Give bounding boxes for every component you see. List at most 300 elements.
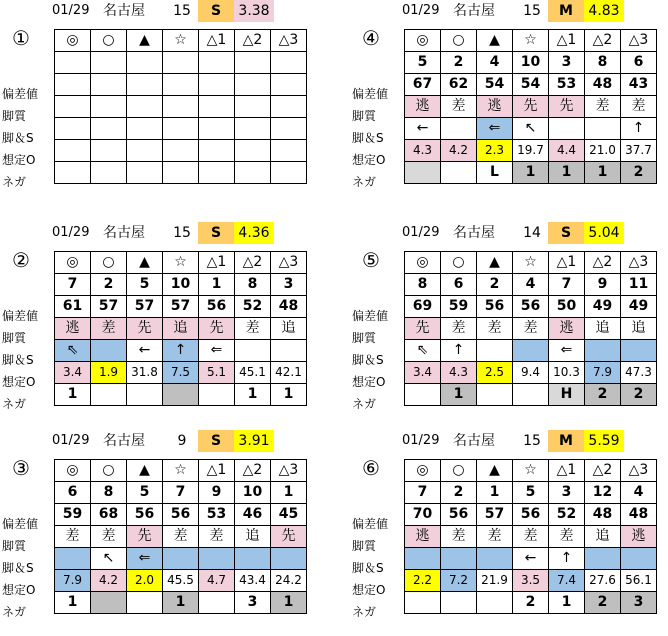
horse-number-cell: 6: [441, 274, 477, 296]
deviation-cell: 57: [163, 296, 199, 318]
row-label: ネガ: [2, 397, 27, 411]
horse-number-cell: 3: [549, 482, 585, 504]
horse-number-cell: 6: [621, 52, 657, 74]
odds-cell: 4.3: [441, 362, 477, 384]
deviation-cell: 50: [549, 296, 585, 318]
pace-arrow-cell: ↑: [621, 118, 657, 140]
symbol-cell: ○: [91, 30, 127, 52]
row-label: 偏差値: [352, 309, 389, 323]
panel-number: ⑤: [362, 248, 380, 272]
race-field-size: 15: [523, 3, 541, 19]
horse-number-cell: 3: [271, 274, 307, 296]
running-style-cell: 差: [441, 96, 477, 118]
odds-cell: 2.3: [477, 140, 513, 162]
horse-number-cell: [127, 52, 163, 74]
symbol-cell: ○: [441, 460, 477, 482]
negative-cell: 1: [271, 384, 307, 406]
deviation-cell: 48: [271, 296, 307, 318]
horse-number-cell: 7: [55, 274, 91, 296]
horse-number-cell: 6: [55, 482, 91, 504]
row-label: 脚＆S: [352, 353, 384, 367]
negative-cell: [477, 384, 513, 406]
symbol-cell: △3: [621, 30, 657, 52]
horse-number-cell: 1: [271, 482, 307, 504]
pace-arrow-cell: [199, 118, 235, 140]
horse-number-cell: 7: [405, 482, 441, 504]
deviation-cell: 54: [513, 74, 549, 96]
race-index: 4.36: [234, 222, 274, 244]
pace-arrow-cell: [621, 340, 657, 362]
running-style-cell: 逃: [405, 526, 441, 548]
negative-cell: [405, 384, 441, 406]
pace-arrow-cell: [441, 548, 477, 570]
running-style-cell: 差: [441, 526, 477, 548]
running-style-cell: 先: [405, 318, 441, 340]
negative-cell: [199, 384, 235, 406]
deviation-cell: 59: [441, 296, 477, 318]
negative-cell: [199, 592, 235, 614]
negative-cell: [91, 162, 127, 184]
negative-cell: 2: [621, 162, 657, 184]
symbol-cell: △2: [585, 460, 621, 482]
odds-cell: 4.2: [441, 140, 477, 162]
symbol-cell: △3: [621, 252, 657, 274]
running-style-cell: 追: [621, 318, 657, 340]
negative-cell: H: [549, 384, 585, 406]
running-style-cell: 追: [271, 318, 307, 340]
race-date: 01/29: [52, 433, 90, 448]
running-style-cell: [163, 96, 199, 118]
race-index: 5.59: [584, 430, 624, 452]
deviation-cell: 52: [235, 296, 271, 318]
pace-arrow-cell: ⇖: [405, 340, 441, 362]
horse-number-cell: 11: [621, 274, 657, 296]
horse-number-cell: 5: [405, 52, 441, 74]
race-date: 01/29: [52, 3, 90, 18]
race-index: 3.91: [234, 430, 274, 452]
symbol-cell: △1: [549, 30, 585, 52]
running-style-cell: 逃: [55, 318, 91, 340]
horse-number-cell: [199, 52, 235, 74]
deviation-cell: 43: [621, 74, 657, 96]
symbol-cell: ▲: [477, 460, 513, 482]
odds-cell: 3.5: [513, 570, 549, 592]
deviation-cell: [235, 74, 271, 96]
track-condition: S: [198, 222, 234, 244]
negative-cell: 3: [235, 592, 271, 614]
symbol-cell: ◎: [55, 460, 91, 482]
row-label: ネガ: [352, 397, 377, 411]
running-style-cell: [271, 96, 307, 118]
negative-cell: [405, 162, 441, 184]
race-field-size: 15: [173, 3, 191, 19]
deviation-cell: 70: [405, 504, 441, 526]
deviation-cell: 56: [513, 504, 549, 526]
race-index: 5.04: [584, 222, 624, 244]
row-label: 脚質: [352, 109, 377, 123]
horse-number-cell: 4: [513, 274, 549, 296]
pace-arrow-cell: [549, 118, 585, 140]
symbol-cell: ☆: [513, 460, 549, 482]
pace-arrow-cell: [163, 118, 199, 140]
symbol-cell: ○: [91, 252, 127, 274]
row-label: ネガ: [2, 175, 27, 189]
pace-arrow-cell: [271, 340, 307, 362]
negative-cell: 1: [163, 592, 199, 614]
horse-number-cell: [163, 52, 199, 74]
symbol-cell: △3: [271, 252, 307, 274]
race-date: 01/29: [52, 225, 90, 240]
deviation-cell: 52: [549, 504, 585, 526]
negative-cell: 2: [621, 384, 657, 406]
running-style-cell: 差: [163, 526, 199, 548]
odds-cell: 2.2: [405, 570, 441, 592]
symbol-cell: △1: [549, 252, 585, 274]
deviation-cell: 67: [405, 74, 441, 96]
running-style-cell: 先: [271, 526, 307, 548]
odds-cell: 42.1: [271, 362, 307, 384]
horse-number-cell: 2: [441, 482, 477, 504]
symbol-cell: ☆: [513, 30, 549, 52]
horse-number-cell: 8: [585, 52, 621, 74]
deviation-cell: 53: [549, 74, 585, 96]
odds-cell: 45.1: [235, 362, 271, 384]
race-venue: 名古屋: [103, 433, 145, 449]
negative-cell: 3: [621, 592, 657, 614]
running-style-cell: [127, 96, 163, 118]
odds-cell: 37.7: [621, 140, 657, 162]
negative-cell: [55, 162, 91, 184]
horse-number-cell: [55, 52, 91, 74]
odds-cell: 7.2: [441, 570, 477, 592]
odds-cell: 7.9: [585, 362, 621, 384]
horse-number-cell: 12: [585, 482, 621, 504]
running-style-cell: 差: [513, 318, 549, 340]
negative-cell: 1: [55, 592, 91, 614]
race-panel: [350, 430, 668, 620]
row-label: 想定O: [352, 375, 386, 389]
odds-cell: 3.4: [55, 362, 91, 384]
row-label: ネガ: [352, 175, 377, 189]
running-style-cell: 差: [513, 526, 549, 548]
pace-arrow-cell: [477, 340, 513, 362]
row-label: 偏差値: [352, 517, 389, 531]
symbol-cell: ▲: [477, 252, 513, 274]
pace-arrow-cell: [585, 340, 621, 362]
odds-cell: 21.0: [585, 140, 621, 162]
odds-cell: 27.6: [585, 570, 621, 592]
horse-number-cell: [271, 52, 307, 74]
row-label: 脚＆S: [352, 131, 384, 145]
horse-number-cell: 8: [91, 482, 127, 504]
negative-cell: 2: [585, 592, 621, 614]
deviation-cell: 45: [271, 504, 307, 526]
pace-arrow-cell: ↖: [513, 118, 549, 140]
running-style-cell: 逃: [549, 318, 585, 340]
odds-cell: [199, 140, 235, 162]
row-label: 想定O: [2, 153, 36, 167]
panel-number: ③: [12, 456, 30, 480]
negative-cell: 1: [549, 162, 585, 184]
negative-cell: [91, 384, 127, 406]
symbol-cell: ◎: [405, 460, 441, 482]
deviation-cell: 56: [441, 504, 477, 526]
pace-arrow-cell: [271, 548, 307, 570]
race-venue: 名古屋: [453, 225, 495, 241]
pace-arrow-cell: ↖: [91, 548, 127, 570]
panel-number: ④: [362, 26, 380, 50]
deviation-cell: 56: [199, 296, 235, 318]
symbol-cell: ☆: [513, 252, 549, 274]
negative-cell: 1: [585, 162, 621, 184]
panel-number: ②: [12, 248, 30, 272]
negative-cell: [127, 162, 163, 184]
running-style-cell: [235, 96, 271, 118]
running-style-cell: 差: [235, 318, 271, 340]
negative-cell: [235, 162, 271, 184]
odds-cell: 4.4: [549, 140, 585, 162]
negative-cell: [405, 592, 441, 614]
race-field-size: 15: [173, 225, 191, 241]
pace-arrow-cell: [621, 548, 657, 570]
horse-number-cell: 9: [199, 482, 235, 504]
pace-arrow-cell: [271, 118, 307, 140]
negative-cell: 1: [235, 384, 271, 406]
symbol-cell: △2: [235, 460, 271, 482]
running-style-cell: 差: [441, 318, 477, 340]
odds-cell: [235, 140, 271, 162]
horse-number-cell: 7: [549, 274, 585, 296]
prediction-grid: [54, 251, 307, 406]
symbol-cell: △2: [585, 30, 621, 52]
negative-cell: 1: [549, 592, 585, 614]
odds-cell: 4.7: [199, 570, 235, 592]
odds-cell: 3.4: [405, 362, 441, 384]
symbol-cell: ☆: [163, 460, 199, 482]
race-panel: [0, 0, 320, 190]
race-header: [350, 0, 668, 22]
race-header: [350, 222, 668, 244]
negative-cell: [441, 592, 477, 614]
row-label: 偏差値: [2, 517, 39, 531]
running-style-cell: 追: [163, 318, 199, 340]
deviation-cell: 56: [477, 296, 513, 318]
odds-cell: 2.5: [477, 362, 513, 384]
row-label: 脚＆S: [352, 561, 384, 575]
pace-arrow-cell: [405, 548, 441, 570]
prediction-grid: [404, 251, 657, 406]
race-field-size: 15: [523, 433, 541, 449]
deviation-cell: [163, 74, 199, 96]
pace-arrow-cell: [477, 548, 513, 570]
odds-cell: 19.7: [513, 140, 549, 162]
race-panel: [350, 0, 668, 190]
negative-cell: 1: [55, 384, 91, 406]
odds-cell: [55, 140, 91, 162]
row-label: ネガ: [2, 605, 27, 619]
symbol-cell: △1: [549, 460, 585, 482]
horse-number-cell: 8: [405, 274, 441, 296]
deviation-cell: 57: [127, 296, 163, 318]
horse-number-cell: 1: [477, 482, 513, 504]
negative-cell: [441, 162, 477, 184]
odds-cell: 47.3: [621, 362, 657, 384]
row-label: 脚＆S: [2, 561, 34, 575]
odds-cell: 5.1: [199, 362, 235, 384]
pace-arrow-cell: [235, 340, 271, 362]
horse-number-cell: 10: [163, 274, 199, 296]
race-venue: 名古屋: [453, 433, 495, 449]
race-panel: [350, 222, 668, 412]
race-venue: 名古屋: [103, 3, 145, 19]
pace-arrow-cell: [513, 340, 549, 362]
symbol-cell: △2: [235, 30, 271, 52]
horse-number-cell: 5: [127, 482, 163, 504]
odds-cell: 2.0: [127, 570, 163, 592]
symbol-cell: △2: [235, 252, 271, 274]
pace-arrow-cell: [91, 340, 127, 362]
running-style-cell: 先: [549, 96, 585, 118]
race-field-size: 9: [177, 433, 187, 449]
race-panel: [0, 222, 320, 412]
race-header: [0, 222, 320, 244]
pace-arrow-cell: [441, 118, 477, 140]
running-style-cell: 差: [91, 526, 127, 548]
row-label: 想定O: [352, 153, 386, 167]
negative-cell: [163, 384, 199, 406]
deviation-cell: [91, 74, 127, 96]
running-style-cell: 差: [549, 526, 585, 548]
row-label: 想定O: [2, 583, 36, 597]
panel-number: ⑥: [362, 456, 380, 480]
odds-cell: [91, 140, 127, 162]
prediction-grid: [404, 459, 657, 614]
symbol-cell: △3: [271, 460, 307, 482]
running-style-cell: 差: [477, 318, 513, 340]
symbol-cell: △1: [199, 30, 235, 52]
deviation-cell: 68: [91, 504, 127, 526]
track-condition: S: [548, 222, 584, 244]
pace-arrow-cell: [199, 548, 235, 570]
deviation-cell: 69: [405, 296, 441, 318]
deviation-cell: [127, 74, 163, 96]
negative-cell: [91, 592, 127, 614]
pace-arrow-cell: [55, 118, 91, 140]
negative-cell: [513, 384, 549, 406]
running-style-cell: 差: [585, 96, 621, 118]
deviation-cell: [55, 74, 91, 96]
symbol-cell: △1: [199, 252, 235, 274]
row-label: 偏差値: [2, 87, 39, 101]
track-condition: S: [198, 430, 234, 452]
symbol-cell: △3: [271, 30, 307, 52]
row-label: ネガ: [352, 605, 377, 619]
running-style-cell: 差: [621, 96, 657, 118]
race-header: [0, 430, 320, 452]
odds-cell: 45.5: [163, 570, 199, 592]
odds-cell: [127, 140, 163, 162]
deviation-cell: 49: [621, 296, 657, 318]
symbol-cell: ◎: [55, 252, 91, 274]
running-style-cell: 差: [91, 318, 127, 340]
horse-number-cell: 3: [549, 52, 585, 74]
running-style-cell: 追: [235, 526, 271, 548]
horse-number-cell: 8: [235, 274, 271, 296]
race-field-size: 14: [523, 225, 541, 241]
prediction-grid: [54, 459, 307, 614]
pace-arrow-cell: ⇐: [199, 340, 235, 362]
race-date: 01/29: [402, 433, 440, 448]
row-label: 脚質: [2, 331, 27, 345]
pace-arrow-cell: [585, 548, 621, 570]
row-label: 脚＆S: [2, 131, 34, 145]
running-style-cell: 追: [585, 526, 621, 548]
odds-cell: 10.3: [549, 362, 585, 384]
negative-cell: [163, 162, 199, 184]
odds-cell: 31.8: [127, 362, 163, 384]
race-date: 01/29: [402, 3, 440, 18]
deviation-cell: 57: [477, 504, 513, 526]
row-label: 脚＆S: [2, 353, 34, 367]
deviation-cell: 57: [91, 296, 127, 318]
odds-cell: 56.1: [621, 570, 657, 592]
pace-arrow-cell: ↑: [549, 548, 585, 570]
running-style-cell: 先: [127, 318, 163, 340]
running-style-cell: 追: [585, 318, 621, 340]
race-header: [350, 430, 668, 452]
deviation-cell: 48: [621, 504, 657, 526]
race-index: 4.83: [584, 0, 624, 22]
deviation-cell: 46: [235, 504, 271, 526]
running-style-cell: [199, 96, 235, 118]
deviation-cell: 59: [55, 504, 91, 526]
race-index: 3.38: [234, 0, 274, 22]
horse-number-cell: [235, 52, 271, 74]
deviation-cell: [199, 74, 235, 96]
horse-number-cell: 2: [441, 52, 477, 74]
pace-arrow-cell: ←: [513, 548, 549, 570]
pace-arrow-cell: [127, 118, 163, 140]
running-style-cell: [91, 96, 127, 118]
symbol-cell: ▲: [127, 460, 163, 482]
track-condition: M: [548, 430, 584, 452]
race-header: [0, 0, 320, 22]
horse-number-cell: 5: [127, 274, 163, 296]
negative-cell: [127, 384, 163, 406]
row-label: 脚質: [2, 109, 27, 123]
deviation-cell: [271, 74, 307, 96]
deviation-cell: 53: [199, 504, 235, 526]
odds-cell: [271, 140, 307, 162]
running-style-cell: 差: [55, 526, 91, 548]
symbol-cell: ◎: [405, 252, 441, 274]
symbol-cell: ○: [441, 252, 477, 274]
odds-cell: 7.4: [549, 570, 585, 592]
horse-number-cell: 10: [235, 482, 271, 504]
symbol-cell: △2: [585, 252, 621, 274]
horse-number-cell: 5: [513, 482, 549, 504]
horse-number-cell: 2: [477, 274, 513, 296]
track-condition: S: [198, 0, 234, 22]
symbol-cell: ◎: [405, 30, 441, 52]
pace-arrow-cell: [235, 118, 271, 140]
deviation-cell: 48: [585, 74, 621, 96]
horse-number-cell: 1: [199, 274, 235, 296]
running-style-cell: 先: [199, 318, 235, 340]
race-venue: 名古屋: [103, 225, 145, 241]
row-label: 想定O: [2, 375, 36, 389]
negative-cell: [271, 162, 307, 184]
